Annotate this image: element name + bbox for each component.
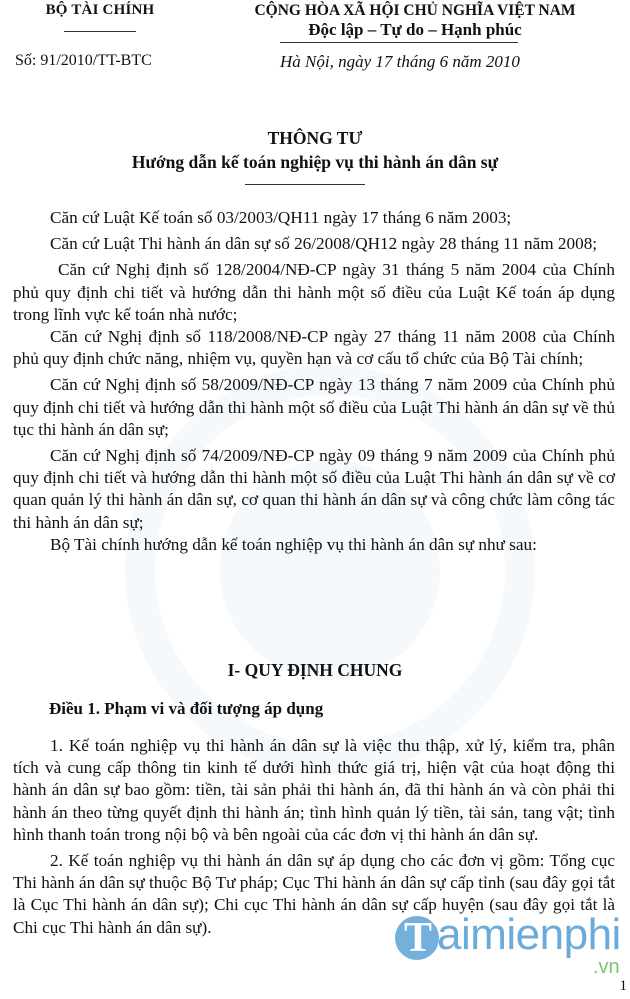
place-and-date: Hà Nội, ngày 17 tháng 6 năm 2010 bbox=[280, 52, 520, 71]
logo-brand-text: aimienphi bbox=[437, 910, 621, 959]
section-heading: I- QUY ĐỊNH CHUNG bbox=[227, 660, 403, 680]
country-name: CỘNG HÒA XÃ HỘI CHỦ NGHĨA VIỆT NAM bbox=[254, 2, 576, 19]
logo-tld: .vn bbox=[593, 956, 620, 978]
legal-basis-6: Căn cứ Nghị định số 74/2009/NĐ-CP ngày 09 tháng 9 năm 2009 của Chính phủ quy định chi tiết và hướng dẫn thi hành một số điều của Luật Thi hành án dân sự về cơ quan quản lý thi hành án dân sự, cơ quan thi hành án dân sự và công chức làm công tác thi hành án dân sự; bbox=[13, 446, 615, 532]
document-type-title: THÔNG TƯ bbox=[267, 128, 363, 148]
document-number: Số: 91/2010/TT-BTC bbox=[15, 52, 152, 69]
issuer-name: BỘ TÀI CHÍNH bbox=[45, 2, 155, 18]
article-heading: Điều 1. Phạm vi và đối tượng áp dụng bbox=[49, 699, 324, 718]
legal-basis-2: Căn cứ Luật Thi hành án dân sự số 26/2008/QH12 ngày 28 tháng 11 năm 2008; bbox=[50, 234, 598, 254]
clause-1: 1. Kế toán nghiệp vụ thi hành án dân sự là việc thu thập, xử lý, kiểm tra, phân tích và cung cấp thông tin kinh tế dưới hình thức giá trị, hiện vật của hoạt động thi hành án dân sự bao gồm: tiền, tài sản phải thi hành án, đã thi hành án và còn phải thi hành án theo từng quyết định thi hành án; tình hình quản lý tiền, tài sản, tang vật; tình hình thanh toán trong nội bộ và bên ngoài của các đơn vị thi hành án dân sự. bbox=[13, 736, 615, 844]
logo-initial: T bbox=[404, 915, 433, 961]
clause-2: 2. Kế toán nghiệp vụ thi hành án dân sự áp dụng cho các đơn vị gồm: Tổng cục Thi hành án dân sự thuộc Bộ Tư pháp; Cục Thi hành án dân sự cấp tỉnh (sau đây gọi tắt là Cục Thi hành án dân sự); Chi cục Thi hành án dân sự cấp huyện (sau đây gọi tắt là Chi cục Thi hành án dân sự). bbox=[13, 851, 615, 937]
legal-basis-5: Căn cứ Nghị định số 58/2009/NĐ-CP ngày 13 tháng 7 năm 2009 của Chính phủ quy định chi tiết và hướng dẫn thi hành một số điều của Luật Thi hành án dân sự về thủ tục thi hành án dân sự; bbox=[13, 375, 615, 439]
title-underline bbox=[245, 184, 365, 185]
article-1-clauses bbox=[13, 735, 615, 939]
issuer-underline bbox=[64, 31, 136, 32]
legal-basis-4: Căn cứ Nghị định số 118/2008/NĐ-CP ngày 27 tháng 11 năm 2008 của Chính phủ quy định chức năng, nhiệm vụ, quyền hạn và cơ cấu tổ chức của Bộ Tài chính; bbox=[13, 327, 615, 369]
document-subject: Hướng dẫn kế toán nghiệp vụ thi hành án dân sự bbox=[131, 152, 499, 172]
guidance-intro: Bộ Tài chính hướng dẫn kế toán nghiệp vụ thi hành án dân sự như sau: bbox=[50, 534, 537, 554]
preamble bbox=[13, 207, 615, 556]
taimienphi-watermark-logo bbox=[395, 910, 627, 985]
legal-basis-3: Căn cứ Nghị định số 128/2004/NĐ-CP ngày 31 tháng 5 năm 2004 của Chính phủ quy định chi tiết và hướng dẫn thi hành một số điều của Luật Kế toán áp dụng trong lĩnh vực kế toán nhà nước; bbox=[13, 260, 615, 324]
motto-underline bbox=[280, 42, 518, 43]
legal-basis-1: Căn cứ Luật Kế toán số 03/2003/QH11 ngày 17 tháng 6 năm 2003; bbox=[50, 208, 512, 227]
national-motto: Độc lập – Tự do – Hạnh phúc bbox=[308, 20, 522, 39]
page-number: 1 bbox=[619, 978, 627, 994]
